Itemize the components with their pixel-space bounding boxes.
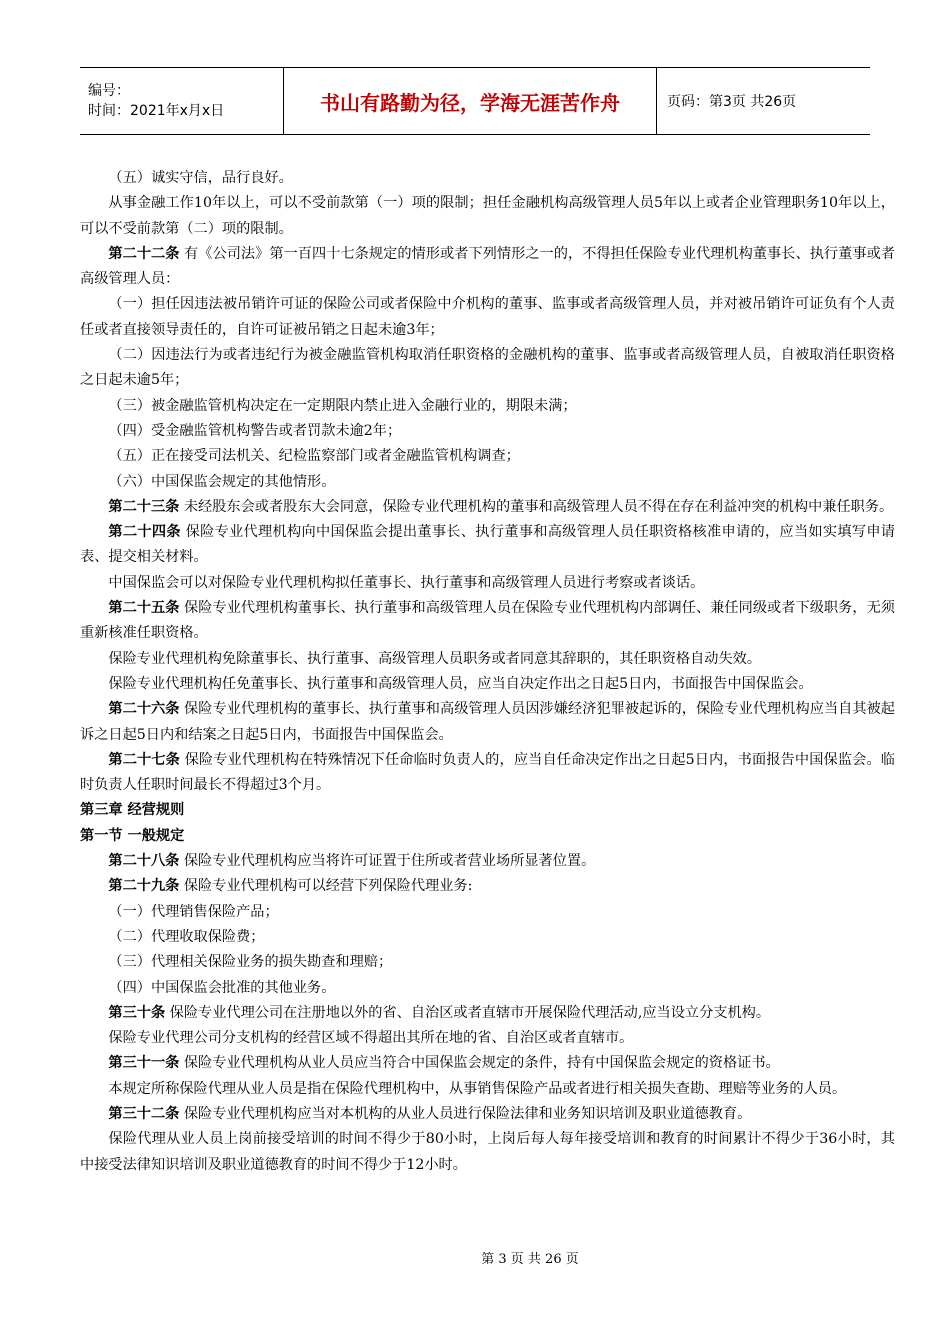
paragraph (80, 748, 895, 799)
paragraph-text: 保险专业代理机构可以经营下列保险代理业务: (179, 878, 473, 895)
paragraph-text: 保险代理从业人员上岗前接受培训的时间不得少于80小时，上岗后每人每年接受培训和教育的时间累计不得少于36小时，其中接受法律知识培训及职业道德教育的时间不得少于12小时。 (80, 1131, 895, 1173)
paragraph-text: 保险专业代理机构向中国保监会提出董事长、执行董事和高级管理人员任职资格核准申请的，应当如实填写申请表、提交相关材料。 (80, 524, 895, 566)
document-date: 时间：2021年x月x日 (88, 103, 225, 119)
paragraph-text: 从事金融工作10年以上，可以不受前款第（一）项的限制；担任金融机构高级管理人员5年以上或者企业管理职务10年以上，可以不受前款第（二）项的限制。 (80, 195, 895, 237)
paragraph (80, 849, 895, 874)
paragraph (80, 292, 895, 343)
paragraph-text: （五）诚实守信，品行良好。 (108, 170, 293, 186)
paragraph (80, 470, 895, 495)
paragraph-text: 本规定所称保险代理从业人员是指在保险代理机构中，从事销售保险产品或者进行相关损失查勘、理赔等业务的人员。 (108, 1080, 847, 1097)
section-heading (80, 798, 895, 823)
header-page-number: 页码：第3页 共26页 (667, 94, 797, 110)
page-header (80, 67, 870, 135)
paragraph (80, 874, 895, 899)
article-number: 第二十八条 (108, 853, 180, 870)
paragraph (80, 672, 895, 697)
paragraph (80, 647, 895, 672)
paragraph-text: （二）代理收取保险费； (108, 928, 265, 945)
paragraph (80, 1077, 895, 1102)
paragraph (80, 394, 895, 419)
page-footer: 第 3 页 共 26 页 (481, 1252, 579, 1267)
paragraph (80, 571, 895, 596)
article-number: 第二十九条 (108, 878, 180, 895)
article-number: 第二十六条 (108, 701, 180, 718)
paragraph (80, 900, 895, 925)
paragraph-text: （三）被金融监管机构决定在一定期限内禁止进入金融行业的，期限未满； (108, 397, 577, 414)
paragraph (80, 596, 895, 647)
paragraph-text: 保险专业代理机构应当将许可证置于住所或者营业场所显著位置。 (179, 853, 596, 870)
header-motto: 书山有路勤为径，学海无涯苦作舟 (284, 68, 657, 134)
paragraph (80, 166, 895, 191)
article-number: 第二十三条 (108, 498, 180, 515)
paragraph (80, 444, 895, 469)
document-number-label: 编号： (88, 83, 130, 99)
paragraph-text: （一）代理销售保险产品； (108, 903, 279, 920)
paragraph-text: （六）中国保监会规定的其他情形。 (108, 473, 336, 490)
paragraph-text: 保险专业代理公司分支机构的经营区域不得超出其所在地的省、自治区或者直辖市。 (108, 1030, 634, 1047)
paragraph-text: 保险专业代理机构免除董事长、执行董事、高级管理人员职务或者同意其辞职的，其任职资格自动失效。 (108, 650, 762, 667)
paragraph (80, 925, 895, 950)
paragraph (80, 520, 895, 571)
paragraph (80, 697, 895, 748)
paragraph-text: 未经股东会或者股东大会同意，保险专业代理机构的董事和高级管理人员不得在存在利益冲突的机构中兼任职务。 (179, 498, 894, 515)
paragraph-text: 保险专业代理机构董事长、执行董事和高级管理人员在保险专业代理机构内部调任、兼任同级或者下级职务，无须重新核准任职资格。 (80, 600, 895, 642)
paragraph-text: （二）因违法行为或者违纪行为被金融监管机构取消任职资格的金融机构的董事、监事或者高级管理人员，自被取消任职资格之日起未逾5年； (80, 347, 895, 389)
paragraph (80, 1127, 895, 1178)
paragraph (80, 419, 895, 444)
paragraph (80, 343, 895, 394)
paragraph (80, 1102, 895, 1127)
paragraph-text: 第三章 经营规则 (80, 802, 185, 819)
article-number: 第二十二条 (108, 245, 180, 262)
paragraph-text: （五）正在接受司法机关、纪检监察部门或者金融监管机构调查； (108, 448, 520, 465)
header-meta (80, 68, 284, 134)
paragraph-text: 保险专业代理机构的董事长、执行董事和高级管理人员因涉嫌经济犯罪被起诉的，保险专业代理机构应当自其被起诉之日起5日内和结案之日起5日内，书面报告中国保监会。 (80, 701, 895, 743)
article-number: 第二十四条 (108, 524, 181, 541)
paragraph-text: （四）中国保监会批准的其他业务。 (108, 979, 336, 996)
paragraph-text: 保险专业代理机构在特殊情况下任命临时负责人的，应当自任命决定作出之日起5日内，书面报告中国保监会。临时负责人任职时间最长不得超过3个月。 (80, 751, 895, 794)
paragraph (80, 1051, 895, 1076)
article-number: 第二十七条 (108, 751, 180, 768)
article-number: 第三十一条 (108, 1055, 180, 1072)
paragraph-text: （四）受金融监管机构警告或者罚款未逾2年； (108, 422, 402, 439)
article-number: 第三十二条 (108, 1105, 180, 1122)
paragraph-text: （三）代理相关保险业务的损失勘查和理赔； (108, 954, 393, 971)
document-body (80, 166, 895, 1178)
paragraph-text: 有《公司法》第一百四十七条规定的情形或者下列情形之一的，不得担任保险专业代理机构董事长、执行董事或者高级管理人员： (80, 245, 895, 288)
article-number: 第二十五条 (108, 600, 180, 617)
paragraph-text: （一）担任因违法被吊销许可证的保险公司或者保险中介机构的董事、监事或者高级管理人员，并对被吊销许可证负有个人责任或者直接领导责任的，自许可证被吊销之日起未逾3年； (80, 296, 895, 338)
article-number: 第三十条 (108, 1004, 166, 1021)
paragraph-text: 保险专业代理机构应当对本机构的从业人员进行保险法律和业务知识培训及职业道德教育。 (179, 1105, 752, 1122)
paragraph (80, 495, 895, 520)
paragraph (80, 242, 895, 293)
paragraph (80, 191, 895, 242)
paragraph (80, 976, 895, 1001)
paragraph (80, 950, 895, 975)
paragraph (80, 1026, 895, 1051)
paragraph-text: 保险专业代理机构任免董事长、执行董事和高级管理人员，应当自决定作出之日起5日内，书面报告中国保监会。 (108, 675, 813, 692)
paragraph-text: 中国保监会可以对保险专业代理机构拟任董事长、执行董事和高级管理人员进行考察或者谈话。 (108, 574, 705, 591)
paragraph-text: 第一节 一般规定 (80, 827, 185, 844)
paragraph-text: 保险专业代理机构从业人员应当符合中国保监会规定的条件，持有中国保监会规定的资格证书。 (179, 1055, 780, 1072)
section-heading (80, 824, 895, 849)
paragraph-text: 保险专业代理公司在注册地以外的省、自治区或者直辖市开展保险代理活动,应当设立分支机构。 (165, 1004, 771, 1021)
paragraph (80, 1001, 895, 1026)
